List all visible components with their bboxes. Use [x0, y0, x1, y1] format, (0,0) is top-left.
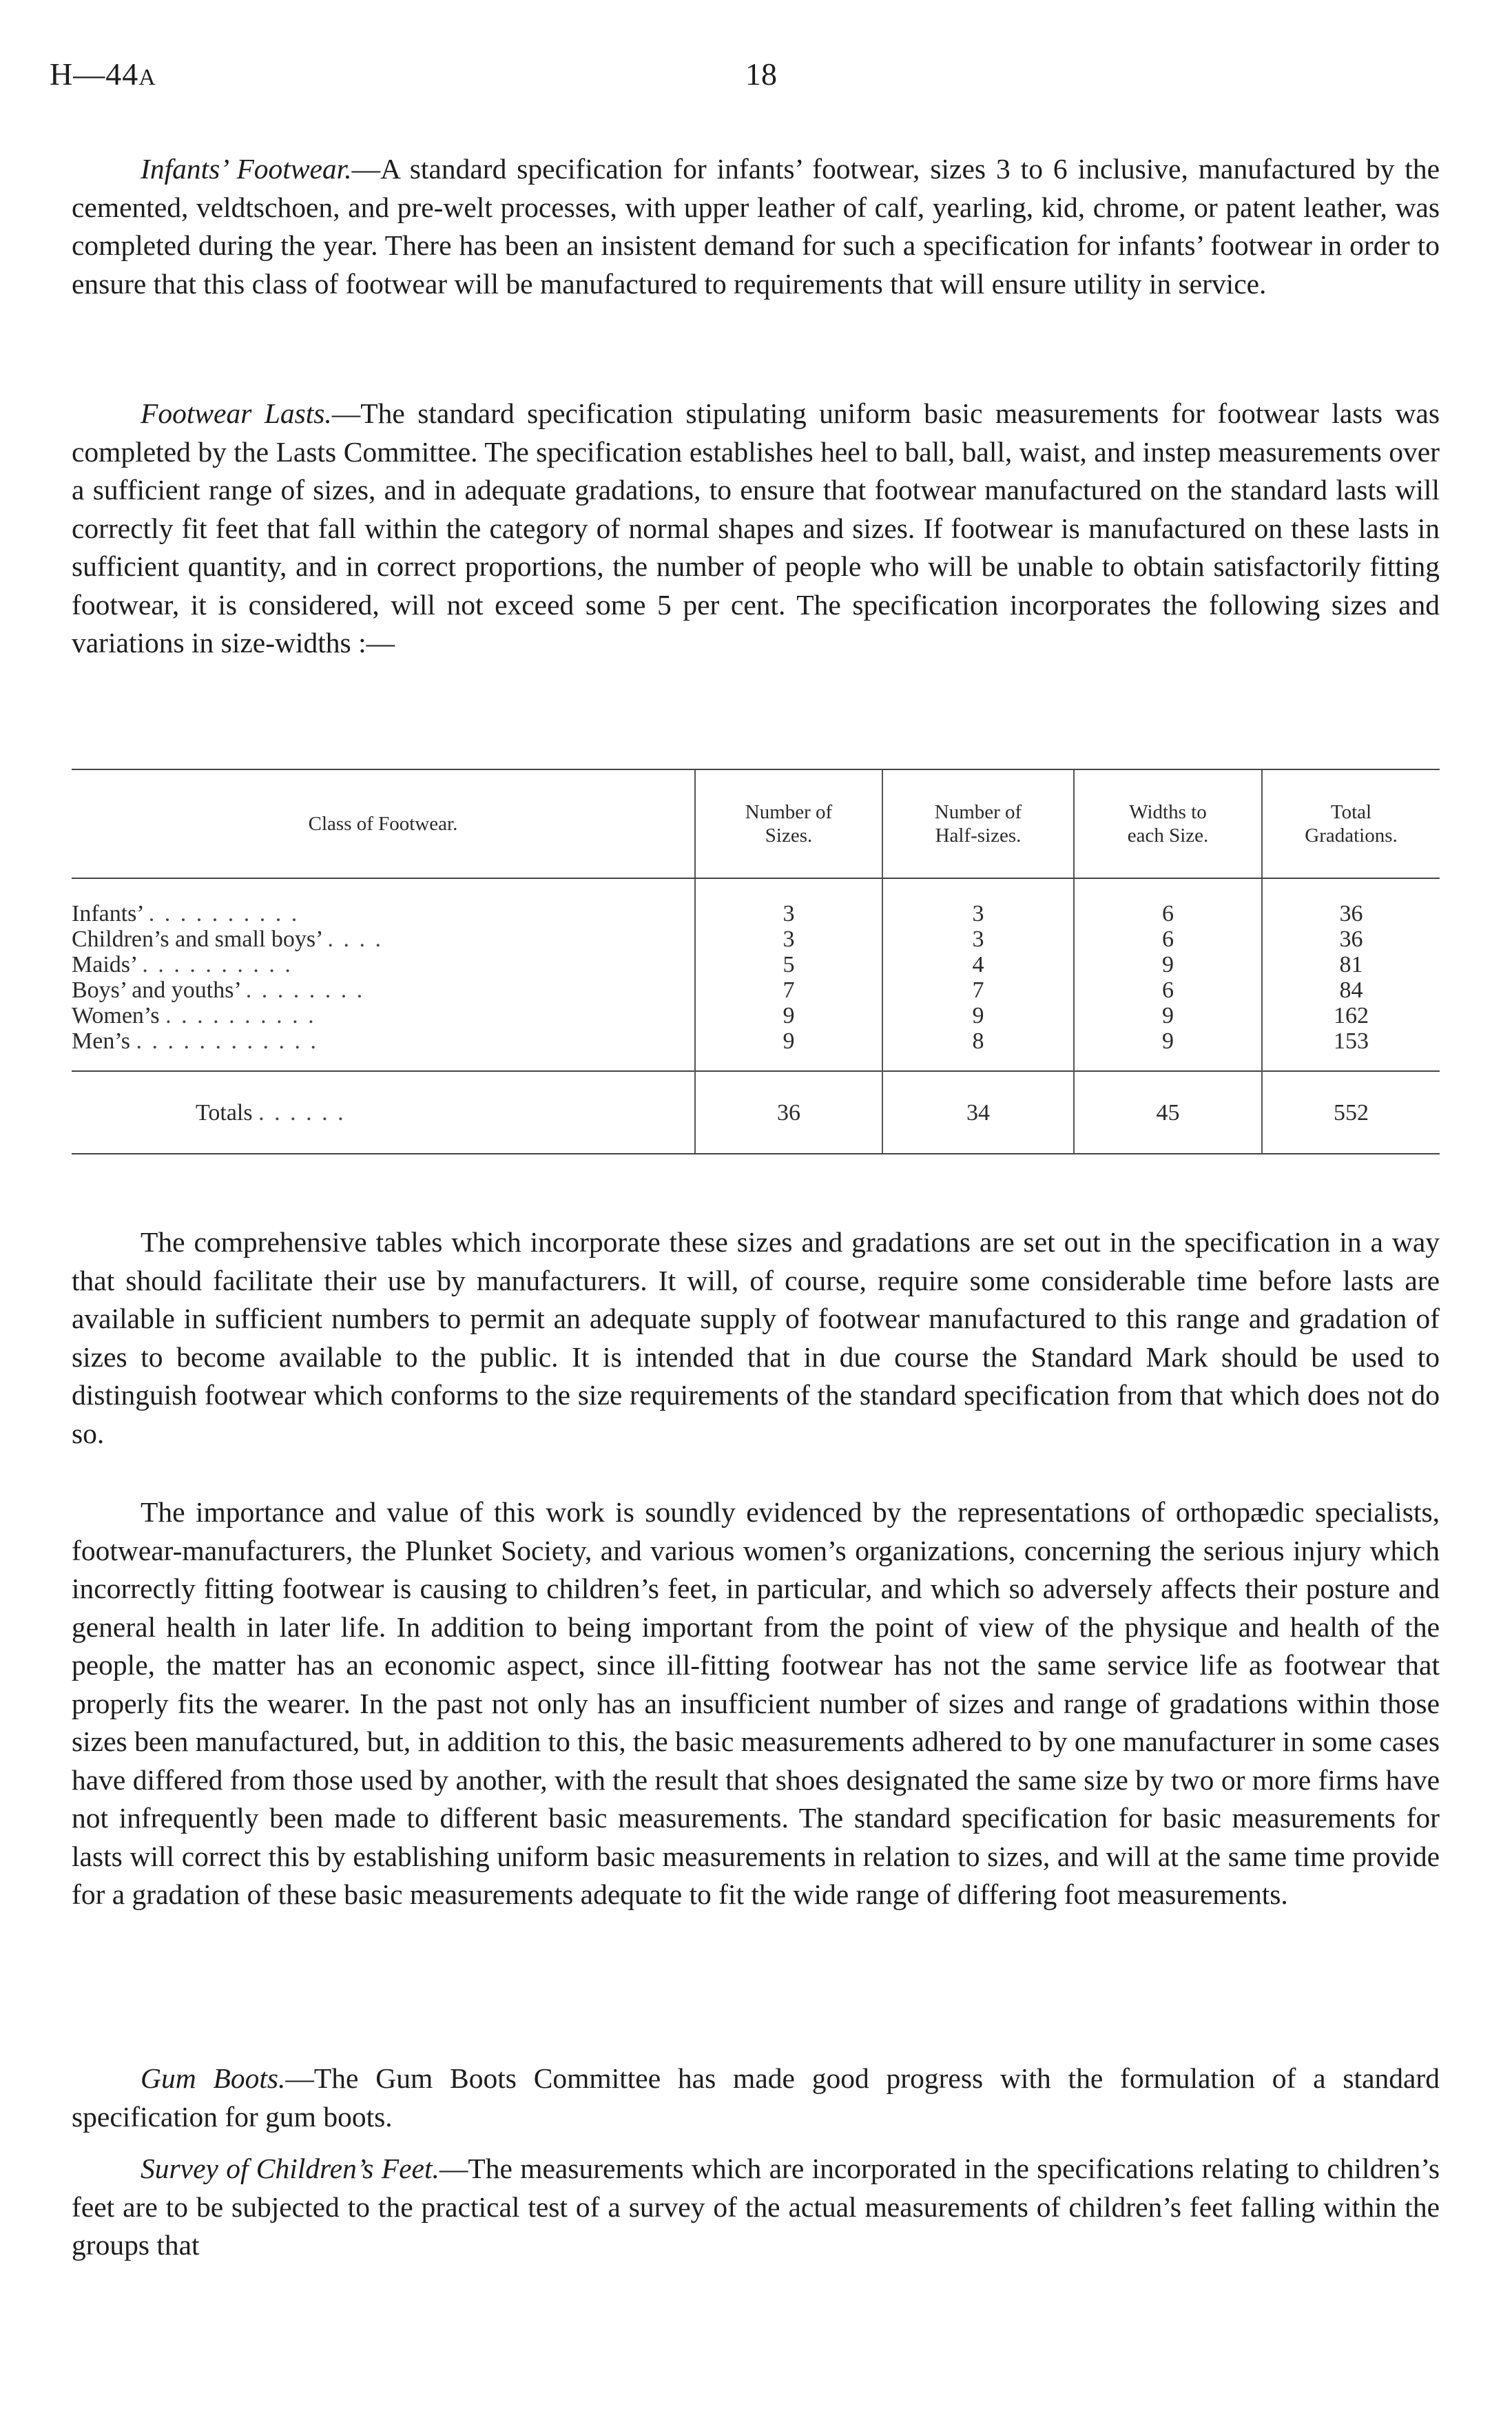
cell-sizes: 3 — [695, 878, 882, 926]
cell-sizes: 3 — [695, 926, 882, 952]
total-gradations: 552 — [1262, 1071, 1440, 1154]
cell-widths: 9 — [1074, 1028, 1262, 1071]
header-number-of-half-sizes: Number of Half-sizes. — [882, 769, 1074, 878]
cell-half-sizes: 9 — [882, 1003, 1074, 1028]
header-widths-to-each-size: Widths to each Size. — [1074, 769, 1262, 878]
cell-widths: 6 — [1074, 878, 1262, 926]
paragraph-footwear-lasts: Footwear Lasts.—The standard specification stipulating uniform basic measurements for footwear lasts was completed by the Lasts Committee. The specification establishes heel to ball, ball, waist, and instep measurements over a sufficient range of sizes, and in adequate gradations, to ensure that footwear manufactured on the standard lasts will correctly fit feet that fall within the category of normal shapes and sizes. If footwear is manufactured on these lasts in sufficient quantity, and in correct proportions, the number of people who will be unable to obtain satisfactorily fitting footwear, it is considered, will not exceed some 5 per cent. The specification incorporates the following sizes and variations in size-widths :— — [72, 397, 1440, 659]
cell-sizes: 5 — [695, 952, 882, 977]
table-totals-row: Totals . . . . . . 36 34 45 552 — [72, 1071, 1440, 1154]
heading-footwear-lasts: Footwear Lasts. — [141, 397, 332, 429]
page-number: 18 — [745, 56, 777, 92]
paragraph-infants-footwear: Infants’ Footwear.—A standard specification for infants’ footwear, sizes 3 to 6 inclusive, manufactured by the cemented, veldtschoen, and pre-welt processes, with upper leather of calf, yearling, kid, chrome, or patent leather, was completed during the year. There has been an insistent demand for such a specification for infants’ footwear in order to ensure that this class of footwear will be manufactured to requirements that will ensure utility in service. — [72, 153, 1440, 300]
cell-sizes: 7 — [695, 977, 882, 1003]
cell-sizes: 9 — [695, 1003, 882, 1028]
row-class: Infants’ — [72, 901, 143, 926]
table-row: Infants’ . . . . . . . . . . 3 3 6 36 — [72, 878, 1440, 926]
totals-label: Totals — [196, 1099, 253, 1126]
cell-total: 153 — [1262, 1028, 1440, 1071]
header-number-of-sizes: Number of Sizes. — [695, 769, 882, 878]
cell-half-sizes: 7 — [882, 977, 1074, 1003]
row-class: Men’s — [72, 1028, 130, 1054]
cell-widths: 9 — [1074, 952, 1262, 977]
table-row: Men’s . . . . . . . . . . . . 9 8 9 153 — [72, 1028, 1440, 1071]
row-class: Children’s and small boys’ — [72, 926, 322, 952]
table-row: Maids’ . . . . . . . . . . 5 4 9 81 — [72, 952, 1440, 977]
cell-half-sizes: 3 — [882, 878, 1074, 926]
table-header-row — [72, 769, 1440, 878]
header-total-gradations: Total Gradations. — [1262, 769, 1440, 878]
cell-total: 162 — [1262, 1003, 1440, 1028]
header-class-of-footwear: Class of Footwear. — [72, 769, 695, 878]
paragraph-gum-boots: Gum Boots.—The Gum Boots Committee has made good progress with the formulation of a standard specification for gum boots. — [72, 2062, 1440, 2133]
total-half-sizes: 34 — [882, 1071, 1074, 1154]
heading-infants-footwear: Infants’ Footwear. — [141, 153, 352, 185]
heading-survey-children-feet: Survey of Children’s Feet. — [141, 2153, 439, 2184]
table-row: Children’s and small boys’ . . . . 3 3 6 36 — [72, 926, 1440, 952]
cell-widths: 6 — [1074, 926, 1262, 952]
cell-widths: 6 — [1074, 977, 1262, 1003]
cell-half-sizes: 8 — [882, 1028, 1074, 1071]
cell-total: 81 — [1262, 952, 1440, 977]
paragraph-survey-children-feet: Survey of Children’s Feet.—The measurements which are incorporated in the specifications relating to children’s feet are to be subjected to the practical test of a survey of the actual measurements of children’s feet falling within the groups that — [72, 2153, 1440, 2261]
total-sizes: 36 — [695, 1071, 882, 1154]
cell-half-sizes: 4 — [882, 952, 1074, 977]
total-widths: 45 — [1074, 1071, 1262, 1154]
table-row: Boys’ and youths’ . . . . . . . . 7 7 6 84 — [72, 977, 1440, 1003]
paragraph-importance: The importance and value of this work is soundly evidenced by the representations of orthopædic specialists, footwear-manufacturers, the Plunket Society, and various women’s organizations, concerning the serious injury which incorrectly fitting footwear is causing to children’s feet, in particular, and which so adversely affects their posture and general health in later life. In addition to being important from the point of view of the physique and health of the people, the matter has an economic aspect, since ill-fitting footwear has not the same service life as footwear that properly fits the wearer. In the past not only has an insufficient number of sizes and range of gradations within those sizes been manufactured, but, in addition to this, the basic measurements adhered to by one manufacturer in some cases have differed from those used by another, with the result that shoes designated the same size by two or more firms have not infrequently been made to different basic measurements. The standard specification for basic measurements for lasts will correct this by establishing uniform basic measurements in relation to sizes, and will at the same time provide for a gradation of these basic measurements adequate to fit the wide range of differing foot measurements. — [72, 1496, 1440, 1910]
document-code: H—44A — [50, 56, 156, 92]
cell-total: 36 — [1262, 926, 1440, 952]
cell-widths: 9 — [1074, 1003, 1262, 1028]
table-row: Women’s . . . . . . . . . . 9 9 9 162 — [72, 1003, 1440, 1028]
cell-total: 84 — [1262, 977, 1440, 1003]
cell-total: 36 — [1262, 878, 1440, 926]
heading-gum-boots: Gum Boots. — [141, 2062, 286, 2094]
row-class: Maids’ — [72, 952, 136, 977]
row-class: Women’s — [72, 1003, 160, 1028]
row-class: Boys’ and youths’ — [72, 977, 240, 1003]
cell-half-sizes: 3 — [882, 926, 1074, 952]
cell-sizes: 9 — [695, 1028, 882, 1071]
paragraph-comprehensive-tables: The comprehensive tables which incorporate these sizes and gradations are set out in the specification in a way that should facilitate their use by manufacturers. It will, of course, require some considerable time before lasts are available in sufficient numbers to permit an adequate supply of footwear manufactured to this range and gradation of sizes to become available to the public. It is intended that in due course the Standard Mark should be used to distinguish footwear which conforms to the size requirements of the standard specification from that which does not do so. — [72, 1226, 1440, 1449]
footwear-sizes-table — [72, 769, 1440, 1154]
